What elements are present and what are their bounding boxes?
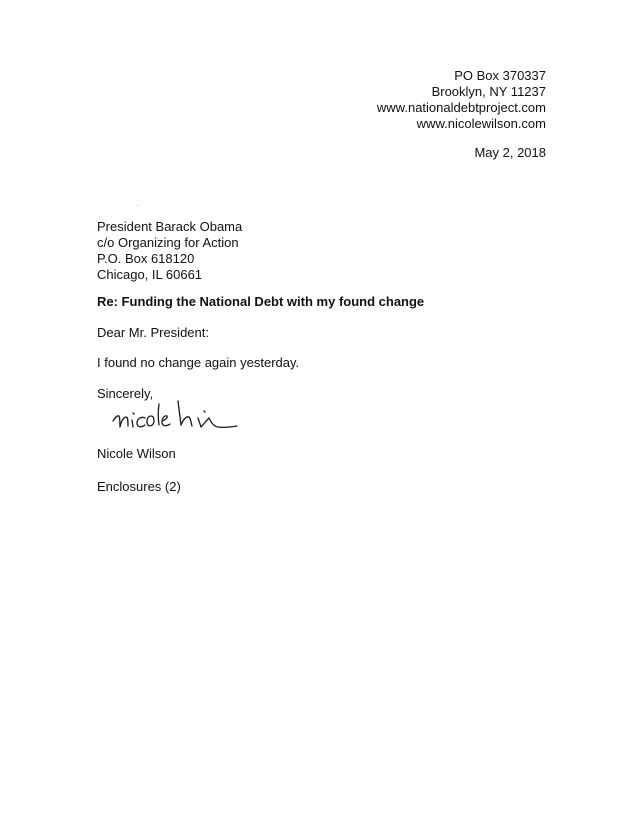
signature-stroke-e (162, 416, 170, 426)
sender-city-state-zip: Brooklyn, NY 11237 (431, 84, 546, 99)
signature-stroke-i (132, 420, 133, 427)
sender-address-block (377, 68, 546, 132)
recipient-po-box: P.O. Box 618120 (97, 251, 195, 266)
signature-stroke-w2 (181, 417, 192, 426)
signature-stroke-n (113, 416, 128, 427)
recipient-city-state-zip: Chicago, IL 60661 (97, 267, 203, 282)
signature-stroke-w1 (178, 401, 181, 425)
signature-dot-i2 (204, 411, 205, 412)
letter-body: I found no change again yesterday. (97, 355, 300, 370)
sender-website-national-debt: www.nationaldebtproject.com (376, 100, 546, 115)
signature-stroke-l (158, 404, 159, 425)
enclosures-note: Enclosures (2) (97, 479, 181, 494)
sender-website-personal: www.nicolewilson.com (416, 116, 546, 131)
closing: Sincerely, (97, 386, 154, 401)
subject-line: Re: Funding the National Debt with my found change (97, 294, 425, 309)
signature-strokes (113, 401, 237, 427)
salutation: Dear Mr. President: (97, 325, 209, 340)
recipient-name: President Barack Obama (97, 219, 243, 234)
signature-stroke-o (147, 416, 154, 426)
handwritten-signature (95, 394, 250, 436)
signature-stroke-i2 (198, 418, 237, 427)
letter-date: May 2, 2018 (474, 145, 546, 160)
signer-name: Nicole Wilson (97, 446, 176, 461)
scan-speck (137, 205, 138, 206)
recipient-address-block (97, 219, 242, 283)
signature-dot-i (133, 413, 134, 414)
signature-stroke-c (137, 417, 145, 426)
sender-po-box: PO Box 370337 (454, 68, 546, 83)
recipient-care-of: c/o Organizing for Action (97, 235, 239, 250)
